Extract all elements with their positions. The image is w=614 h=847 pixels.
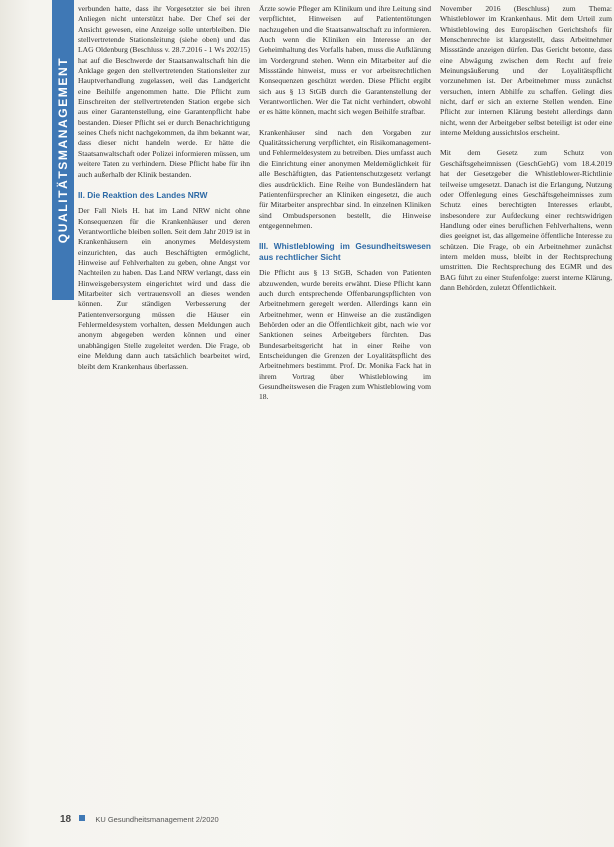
text-column-2 [259,4,431,804]
text-column-1 [78,4,250,804]
paragraph: Ärzte sowie Pfleger am Klinikum und ihre Leitung sind verpflichtet, Hinweisen auf Patiententötungen nachzugehen und die Staatsanwaltschaft zu informieren. Auch wenn die Kliniken ein Interesse an der Geheimhaltung des Vorfalls haben, muss die Aufklärung im Vordergrund stehen. Wenn ein Mitarbeiter auf die Missstände hinweist, muss er vor arbeitsrechtlichen Konsequenzen geschützt werden. Diese Pflicht ergibt sich aus § 13 StGB durch die Garantenstellung der Verantwortlichen. Wer die Tat nicht verhindert, obwohl er es hätte können, macht sich wegen Beihilfe strafbar. [259,4,431,117]
paragraph: November 2016 (Beschluss) zum Thema: Whistleblower im Krankenhaus. Mit dem Urteil zum Whistleblowing des Europäischen Gerichtshofs für Menschenrechte ist klargestellt, dass Arbeitnehmer Missstände anzeigen dürfen. Das Gericht betonte, dass eine Abwägung zwischen dem Recht auf freie Meinungsäußerung und der Loyalitätspflicht vorzunehmen ist. Der Arbeitnehmer muss zunächst versuchen, intern Abhilfe zu schaffen. Gelingt dies nicht, darf er sich an externe Stellen wenden. Eine Pflicht zur internen Klärung besteht allerdings dann nicht, wenn der Arbeitgeber selbst beteiligt ist oder eine interne Meldung aussichtslos erscheint. [440,4,612,138]
page-footer [60,814,219,825]
text-column-3 [440,4,612,804]
paragraph: Mit dem Gesetz zum Schutz von Geschäftsgeheimnissen (GeschGehG) vom 18.4.2019 hat der Gesetzgeber die Whistleblower-Richtlinie teilweise umgesetzt. Danach ist die Erlangung, Nutzung oder Offenlegung eines Geschäftsgeheimnisses zum Schutz eines berechtigten Interesses erlaubt, insbesondere zur Aufdeckung einer rechtswidrigen Handlung oder eines beruflichen Fehlverhaltens, wenn dies geeignet ist, das allgemeine öffentliche Interesse zu schützen. Die Frage, ob ein Arbeitnehmer zunächst intern melden muss, bleibt in der Rechtsprechung umstritten. Die Rechtsprechung des EGMR und des BAG führt zu einer Stufenfolge: zuerst interne Klärung, dann Behörden, zuletzt Öffentlichkeit. [440,148,612,292]
paragraph: verbunden hatte, dass ihr Vorgesetzter sie bei ihren Anliegen nicht unterstützt habe. Der Chef sei der Ansicht gewesen, eine Anzeige solle unterbleiben. Die stellvertretende Stationsleitung (siehe oben) und das LAG Oldenburg (Beschluss v. 28.7.2016 - 1 Ws 202/15) hat auf die Beschwerde der Staatsanwaltschaft hin die Anklage gegen den stellvertretenden Stationsleiter zur Hauptverhandlung zugelassen, weil das Landgericht eine Beihilfe angenommen hatte. Die Pflicht zum Einschreiten der stellvertretenden Station ergebe sich aus einer Garantenstellung, eine Garantenpflicht habe bestanden. Dieser Pflicht sei er durch Benachrichtigung seines Chefs nicht nachgekommen, da ihm bekannt war, dass dieser nicht handeln werde. Er hätte die Staatsanwaltschaft oder Polizei informieren müssen, um weitere Taten zu verhindern. Diese Pflicht habe für ihn auch außerhalb der Klinik bestanden. [78,4,250,179]
section-label: QUALITÄTSMANAGEMENT [56,56,70,244]
paragraph: Krankenhäuser sind nach den Vorgaben zur Qualitätssicherung verpflichtet, ein Risikomanagement- und Fehlermeldesystem zu betreiben. Dies umfasst auch die Einrichtung einer anonymen Meldemöglichkeit für alle Beschäftigten, das Patientenschutzgesetz verlangt dies ausdrücklich. Eine Reihe von Bundesländern hat Patientenfürsprecher an Kliniken eingesetzt, die auch für Mitarbeiter ansprechbar sind. In einzelnen Kliniken sind Ombudspersonen bestellt, die Hinweise entgegennehmen. [259,127,431,230]
page-number: 18 [60,814,72,825]
paragraph: Der Fall Niels H. hat im Land NRW nicht ohne Konsequenzen für die Krankenhäuser und deren Verantwortliche bleiben sollen. Seit dem Jahr 2019 ist in Krankenhäusern ein anonymes Meldesystem einzurichten, das auch Beschäftigten ermöglicht, Hinweise auf Fehlverhalten zu geben, ohne Angst vor Nachteilen zu haben. Das Land NRW verlangt, dass ein Hinweisgebersystem eingerichtet wird und dass die Mitarbeiter sich vertrauensvoll an dieses wenden können. Zur ständigen Verbesserung der Patientenversorgung müssen die Häuser ein Fehlermeldesystem vorhalten, dessen Meldungen auch anonym abgegeben werden können und einer unabhängigen Stelle zugeleitet werden. Die Frage, ob eine Meldung dann auch tatsächlich bearbeitet wird, bleibt dem Krankenhaus überlassen. [78,206,250,371]
section-heading: III. Whistleblowing im Gesundheitswesen aus rechtlicher Sicht [259,241,431,262]
footer-separator [79,815,85,821]
paragraph: Die Pflicht aus § 13 StGB, Schaden von Patienten abzuwenden, wurde bereits erwähnt. Diese Pflicht kann auch durch entsprechende Offenbarungspflichten von Arbeitnehmern geregelt werden. Allerdings kann ein Arbeitnehmer, wenn er Hinweise an die zuständigen Behörden oder an die Öffentlichkeit gibt, nach wie vor Sanktionen seines Arbeitgebers fürchten. Das Bundesarbeitsgericht hat in einer Reihe von Entscheidungen die Grenzen der Loyalitätspflicht des Arbeitnehmers bestimmt. Prof. Dr. Monika Fack hat in ihrem Vortrag über Whistleblowing im Gesundheitswesen die Fragen zum Whistleblowing vom 18. [259,268,431,402]
journal-title: KU Gesundheitsmanagement 2/2020 [95,815,219,824]
section-heading: II. Die Reaktion des Landes NRW [78,189,208,200]
